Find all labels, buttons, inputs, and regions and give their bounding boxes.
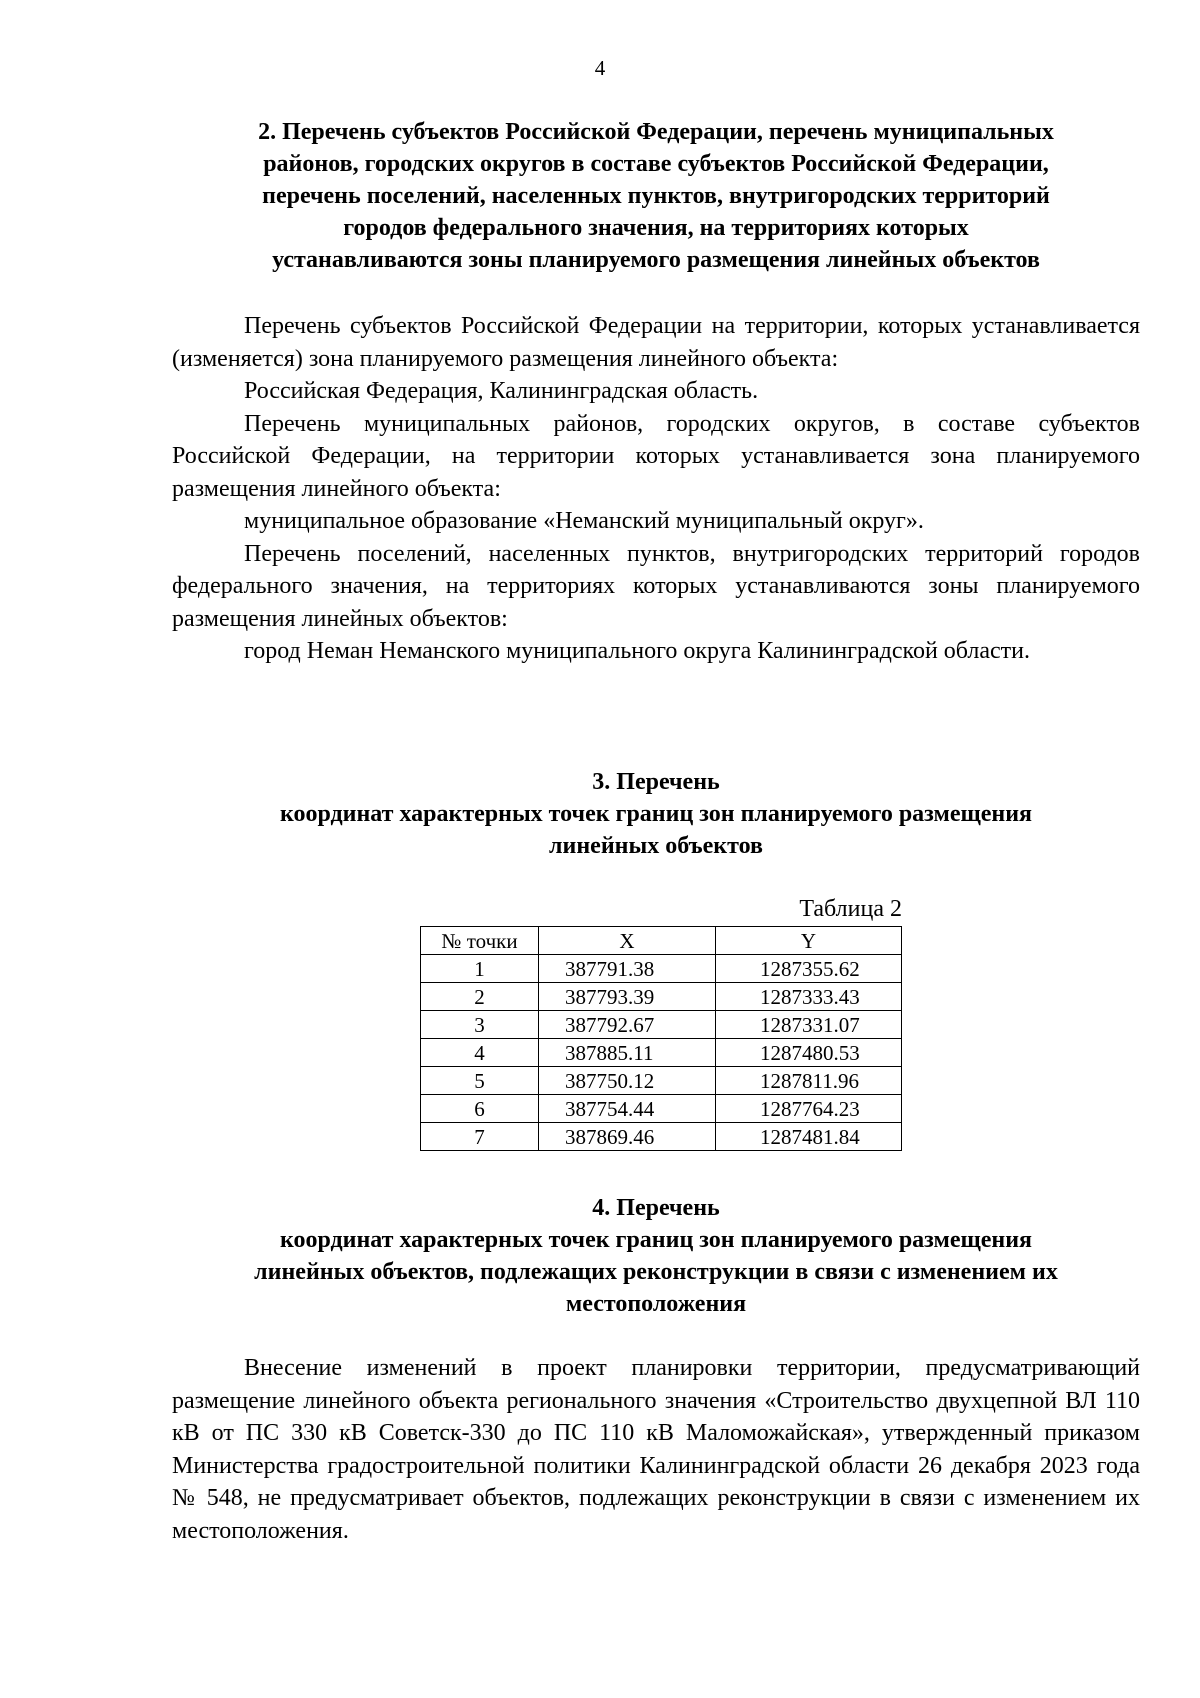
page-number: 4 (594, 56, 606, 80)
heading-line: местоположения (565, 1291, 747, 1317)
paragraph-settlements-value: город Неман Неманского муниципального округа Калининградской области. (244, 638, 1031, 664)
cell-y: 1287331.07 (716, 1011, 902, 1039)
table-caption: Таблица 2 (799, 896, 902, 922)
paragraph-reconstruction: Внесение изменений в проект планировки территории, предусматривающий размещение линейного объекта регионального значения «Строительство двухцепной ВЛ 110 кВ от ПС 330 кВ Советск-330 до ПС 110 кВ Маломожайская», утвержденный приказом Министерства градостроительной политики Калининградской области 26 декабря 2023 года № 548, не предусматривает объектов, подлежащих реконструкции в связи с изменением их местоположения. (172, 1355, 1140, 1544)
heading-line: устанавливаются зоны планируемого размещения линейных объектов (272, 247, 1040, 273)
column-header-point: № точки (421, 927, 539, 955)
coordinates-table (420, 926, 902, 1151)
cell-x: 387869.46 (539, 1123, 716, 1151)
heading-line: координат характерных точек границ зон планируемого размещения (279, 801, 1033, 827)
column-header-y: Y (716, 927, 902, 955)
paragraph-municipal: Перечень муниципальных районов, городских округов, в составе субъектов Российской Федерации, на территории которых устанавливается зона планируемого размещения линейного объекта: (172, 410, 1140, 502)
cell-y: 1287333.43 (716, 983, 902, 1011)
table-row (421, 983, 902, 1011)
cell-y: 1287480.53 (716, 1039, 902, 1067)
section-2-body (172, 310, 1140, 668)
paragraph-subjects: Перечень субъектов Российской Федерации на территории, которых устанавливается (изменяется) зона планируемого размещения линейного объекта: (172, 313, 1140, 372)
cell-x: 387750.12 (539, 1067, 716, 1095)
table-row (421, 1039, 902, 1067)
cell-point: 2 (421, 983, 539, 1011)
cell-y: 1287764.23 (716, 1095, 902, 1123)
table-row (421, 1123, 902, 1151)
heading-line: районов, городских округов в составе субъектов Российской Федерации, (263, 151, 1049, 177)
cell-point: 1 (421, 955, 539, 983)
cell-point: 4 (421, 1039, 539, 1067)
cell-x: 387792.67 (539, 1011, 716, 1039)
section-3-heading (172, 766, 1140, 862)
paragraph-municipal-value: муниципальное образование «Неманский муниципальный округ». (244, 508, 924, 534)
heading-line: линейных объектов (549, 833, 763, 859)
cell-x: 387791.38 (539, 955, 716, 983)
cell-y: 1287811.96 (716, 1067, 902, 1095)
heading-line: перечень поселений, населенных пунктов, внутригородских территорий (262, 183, 1050, 209)
table-row (421, 1067, 902, 1095)
table-row (421, 1011, 902, 1039)
cell-x: 387754.44 (539, 1095, 716, 1123)
cell-point: 6 (421, 1095, 539, 1123)
heading-line: координат характерных точек границ зон планируемого размещения (279, 1227, 1033, 1253)
paragraph-subjects-value: Российская Федерация, Калининградская область. (244, 378, 759, 404)
table-row (421, 955, 902, 983)
section-2-heading (172, 116, 1140, 276)
column-header-x: X (539, 927, 716, 955)
cell-x: 387793.39 (539, 983, 716, 1011)
heading-line: 3. Перечень (592, 769, 720, 795)
cell-point: 3 (421, 1011, 539, 1039)
cell-point: 7 (421, 1123, 539, 1151)
cell-x: 387885.11 (539, 1039, 716, 1067)
cell-point: 5 (421, 1067, 539, 1095)
heading-line: 2. Перечень субъектов Российской Федерации, перечень муниципальных (258, 119, 1054, 145)
cell-y: 1287481.84 (716, 1123, 902, 1151)
heading-line: 4. Перечень (592, 1195, 720, 1221)
paragraph-settlements: Перечень поселений, населенных пунктов, внутригородских территорий городов федерального значения, на территориях которых устанавливаются зоны планируемого размещения линейных объектов: (172, 540, 1140, 632)
table-row (421, 1095, 902, 1123)
heading-line: городов федерального значения, на территориях которых (343, 215, 969, 241)
section-4-heading (172, 1192, 1140, 1320)
table-header-row (421, 927, 902, 955)
section-4-body (172, 1352, 1140, 1547)
heading-line: линейных объектов, подлежащих реконструкции в связи с изменением их (254, 1259, 1058, 1285)
cell-y: 1287355.62 (716, 955, 902, 983)
